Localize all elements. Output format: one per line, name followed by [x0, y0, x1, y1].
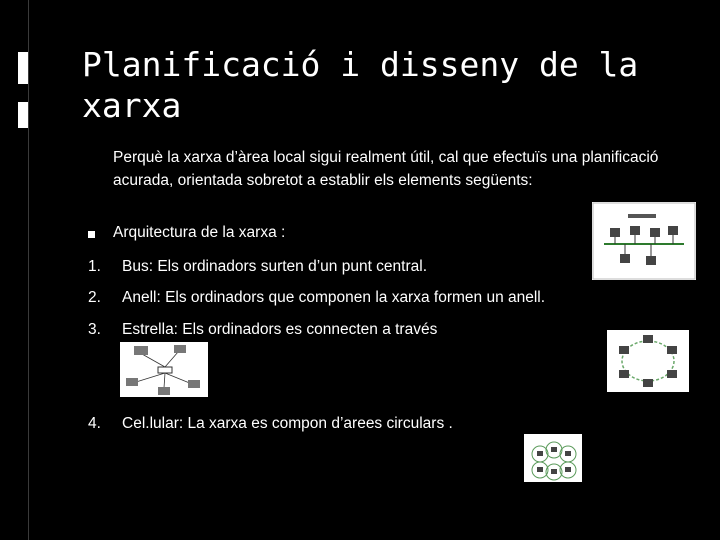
- slide-title: [82, 44, 702, 126]
- title-line-1: Planificació i disseny de la: [82, 45, 639, 84]
- item-cellular-text: Cel.lular: La xarxa es compon d’arees circulars .: [122, 415, 453, 432]
- architecture-label: Arquitectura de la xarxa :: [113, 224, 286, 241]
- slide-divider-line: [28, 0, 29, 540]
- item-ring-text: Anell: Els ordinadors que componen la xarxa formen un anell.: [122, 289, 546, 306]
- intro-text: Perquè la xarxa d’àrea local sigui realment útil, cal que efectuïs una planificació acurada, orientada sobretot a establir els elements següents:: [113, 149, 659, 189]
- item-number: 1.: [88, 258, 101, 275]
- cellular-topology-diagram: [524, 434, 582, 482]
- title-accent-bar-small: [18, 102, 28, 128]
- star-topology-diagram: [120, 342, 208, 397]
- item-bus-text: Bus: Els ordinadors surten d’un punt central.: [122, 258, 428, 275]
- bus-topology-diagram: [592, 202, 696, 280]
- item-number: 2.: [88, 289, 101, 306]
- square-bullet-icon: [88, 231, 95, 238]
- item-number: 3.: [88, 321, 101, 338]
- title-line-2: xarxa: [82, 86, 182, 125]
- item-number: 4.: [88, 415, 101, 432]
- title-accent-bar: [18, 52, 28, 84]
- ring-topology-diagram: [607, 330, 689, 392]
- item-star-text: Estrella: Els ordinadors es connecten a través: [122, 321, 438, 338]
